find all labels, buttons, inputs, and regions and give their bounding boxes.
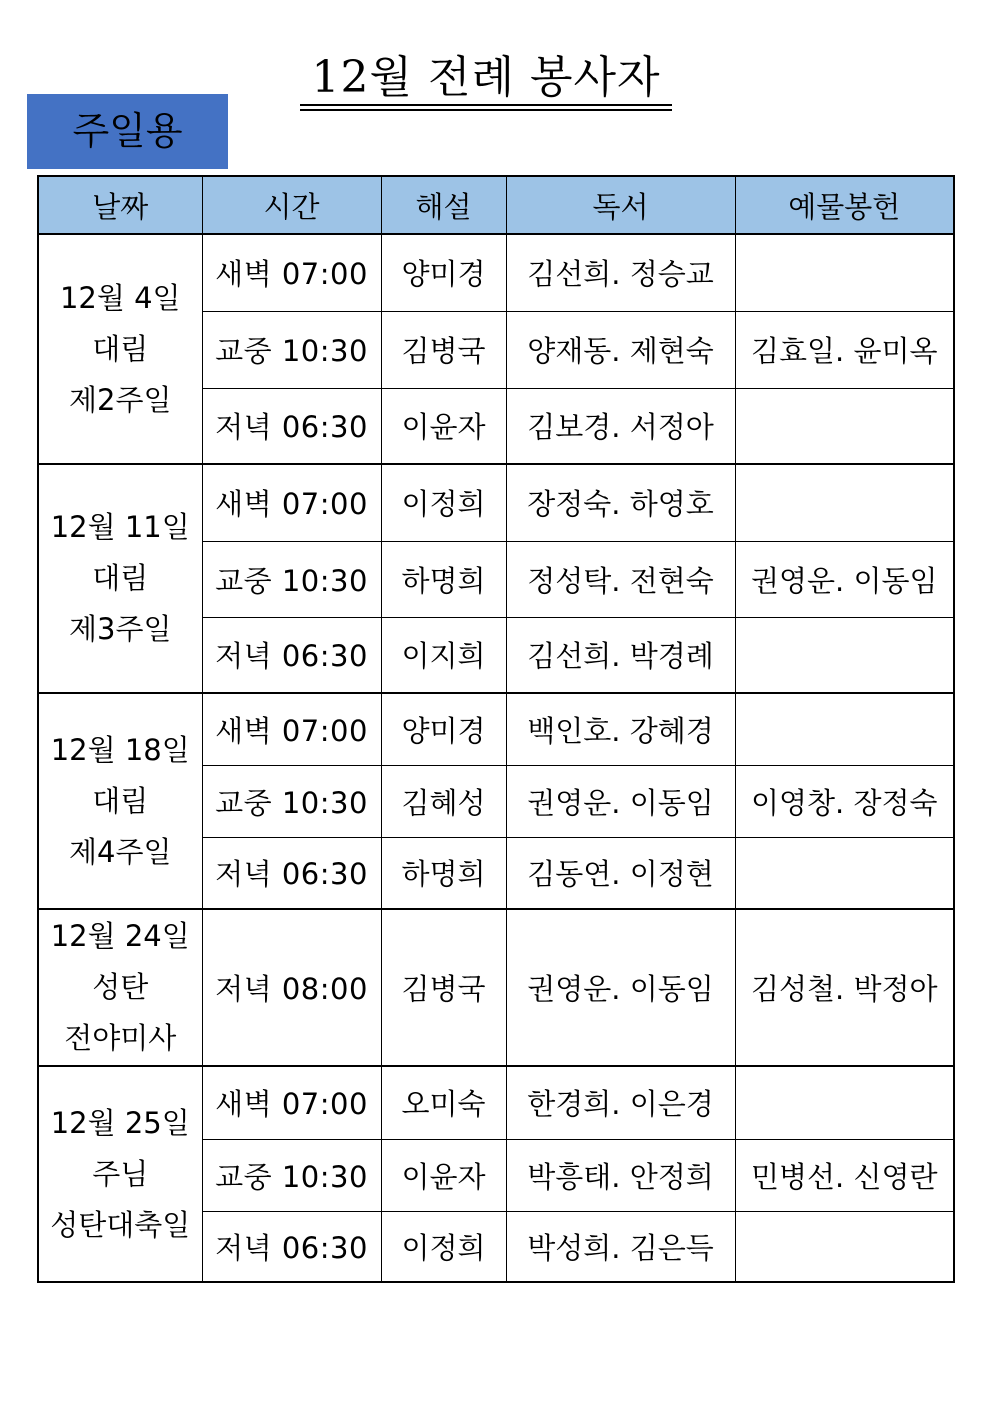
commentary-cell: 양미경 [381,234,506,311]
time-cell: 교중 10:30 [202,1139,381,1211]
commentary-cell: 이윤자 [381,388,506,464]
schedule-group [38,693,954,909]
reading-cell: 김선희. 정승교 [506,234,735,311]
header-date: 날짜 [38,176,202,234]
table-row [38,464,954,541]
time-cell: 저녁 06:30 [202,837,381,909]
offering-cell-empty [735,388,954,464]
commentary-cell: 이지희 [381,617,506,693]
title-underline-second [300,109,672,111]
time-cell: 저녁 06:30 [202,1211,381,1282]
header-row [38,176,954,234]
time-cell: 교중 10:30 [202,311,381,388]
time-cell: 저녁 06:30 [202,617,381,693]
offering-cell-empty [735,617,954,693]
date-cell: 12월 18일 대림 제4주일 [38,693,202,909]
header-reading: 독서 [506,176,735,234]
schedule-group [38,1066,954,1282]
commentary-cell: 양미경 [381,693,506,765]
reading-cell: 박성희. 김은득 [506,1211,735,1282]
commentary-cell: 오미숙 [381,1066,506,1139]
offering-cell-empty [735,234,954,311]
time-cell: 교중 10:30 [202,765,381,837]
offering-cell: 민병선. 신영란 [735,1139,954,1211]
reading-cell: 김선희. 박경례 [506,617,735,693]
reading-cell: 김보경. 서정아 [506,388,735,464]
reading-cell: 박흥태. 안정희 [506,1139,735,1211]
header-commentary: 해설 [381,176,506,234]
time-cell: 저녁 06:30 [202,388,381,464]
reading-cell: 백인호. 강혜경 [506,693,735,765]
commentary-cell: 이윤자 [381,1139,506,1211]
time-cell: 교중 10:30 [202,541,381,617]
schedule-group [38,234,954,464]
reading-cell: 양재동. 제현숙 [506,311,735,388]
reading-cell: 김동연. 이정현 [506,837,735,909]
schedule-table [37,175,955,1283]
date-cell: 12월 24일 성탄 전야미사 [38,909,202,1066]
schedule-group [38,464,954,693]
offering-cell: 김성철. 박정아 [735,909,954,1066]
time-cell: 저녁 08:00 [202,909,381,1066]
offering-cell-empty [735,837,954,909]
date-cell: 12월 25일 주님 성탄대축일 [38,1066,202,1282]
reading-cell: 권영운. 이동임 [506,909,735,1066]
offering-cell: 이영창. 장정숙 [735,765,954,837]
commentary-cell: 하명희 [381,541,506,617]
offering-cell-empty [735,1066,954,1139]
commentary-cell: 이정희 [381,464,506,541]
title-underline [300,104,672,106]
commentary-cell: 하명희 [381,837,506,909]
table-row [38,693,954,765]
sunday-badge: 주일용 [27,94,228,169]
header-offering: 예물봉헌 [735,176,954,234]
table-row [38,1066,954,1139]
reading-cell: 한경희. 이은경 [506,1066,735,1139]
reading-cell: 장정숙. 하영호 [506,464,735,541]
table-row [38,909,954,1066]
offering-cell: 권영운. 이동임 [735,541,954,617]
offering-cell-empty [735,1211,954,1282]
date-cell: 12월 4일 대림 제2주일 [38,234,202,464]
header-time: 시간 [202,176,381,234]
commentary-cell: 김병국 [381,909,506,1066]
schedule-group [38,909,954,1066]
table-row [38,234,954,311]
time-cell: 새벽 07:00 [202,234,381,311]
commentary-cell: 김병국 [381,311,506,388]
commentary-cell: 이정희 [381,1211,506,1282]
commentary-cell: 김혜성 [381,765,506,837]
time-cell: 새벽 07:00 [202,464,381,541]
time-cell: 새벽 07:00 [202,1066,381,1139]
reading-cell: 정성탁. 전현숙 [506,541,735,617]
offering-cell-empty [735,464,954,541]
reading-cell: 권영운. 이동임 [506,765,735,837]
time-cell: 새벽 07:00 [202,693,381,765]
offering-cell: 김효일. 윤미옥 [735,311,954,388]
page-title: 12월 전례 봉사자 [300,50,672,110]
offering-cell-empty [735,693,954,765]
date-cell: 12월 11일 대림 제3주일 [38,464,202,693]
